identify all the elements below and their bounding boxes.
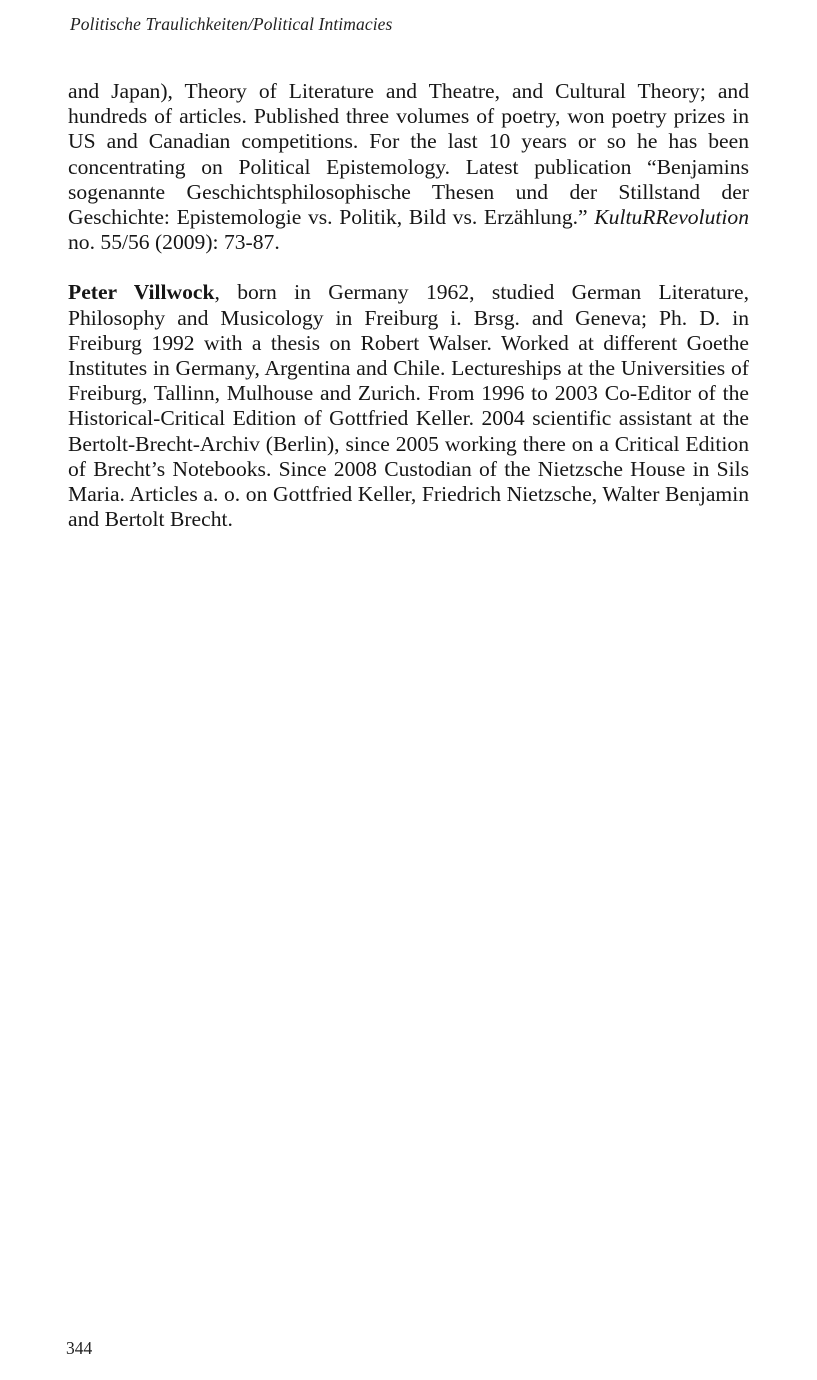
running-head: Politische Traulichkeiten/Political Intimacies: [70, 14, 393, 34]
paragraph-continuation: [68, 79, 749, 255]
contributor-bio-villwock: [68, 280, 749, 532]
contributor-name: Peter Villwock: [68, 280, 215, 305]
paragraph-1-text-end: no. 55/56 (2009): 73-87.: [68, 230, 280, 255]
contributor-bio-text: , born in Germany 1962, studied German Literature, Philosophy and Musicology in Freiburg i. Brsg. and Geneva; Ph. D. in Freiburg 1992 with a thesis on Robert Walser. Worked at different Goethe Institutes in Germany, Argentina and Chile. Lectureships at the Universities of Freiburg, Tallinn, Mulhouse and Zurich. From 1996 to 2003 Co-Editor of the Historical-Critical Edition of Gottfried Keller. 2004 scientific assistant at the Bertolt-Brecht-Archiv (Berlin), since 2005 working there on a Critical Edition of Brecht’s Notebooks. Since 2008 Custodian of the Nietzsche House in Sils Maria. Articles a. o. on Gottfried Keller, Friedrich Nietzsche, Walter Benjamin and Bertolt Brecht.: [68, 280, 749, 532]
journal-title: KultuRRevolution: [594, 205, 749, 230]
main-text: [68, 79, 749, 532]
paragraph-1-text-start: and Japan), Theory of Literature and Theatre, and Cultural Theory; and hundreds of articles. Published three volumes of poetry, won poetry prizes in US and Canadian competitions. For the last 10 years or so he has been concentrating on Political Epistemology. Latest publication “Benjamins sogenannte Geschichtsphilosophische Thesen und der Stillstand der Geschichte: Epistemologie vs. Politik, Bild vs. Erzählung.”: [68, 79, 749, 230]
page-number: 344: [66, 1338, 93, 1358]
